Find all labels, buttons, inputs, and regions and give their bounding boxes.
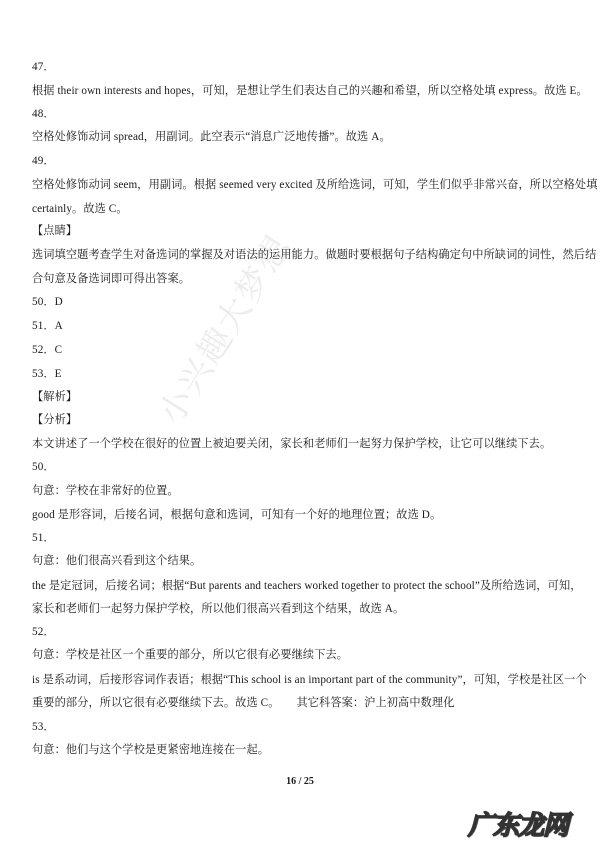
text-line: 合句意及备选词即可得出答案。 xyxy=(32,273,191,285)
text-line: 48． xyxy=(32,108,55,120)
text-line: 空格处修饰动词 seem，用副词。根据 seemed very excited 及所给选词，可知，学生们似乎非常兴奋，所以空格处填 xyxy=(32,179,598,191)
text-line: 51． xyxy=(32,532,55,544)
text-line: 52． xyxy=(32,626,55,638)
text-line: 空格处修饰动词 spread，用副词。此空表示“消息广泛地传播”。故选 A。 xyxy=(32,131,391,143)
text-line: good 是形容词，后接名词，根据句意和选词，可知有一个好的地理位置；故选 D。 xyxy=(32,509,442,521)
text-line: 句意：他们很高兴看到这个结果。 xyxy=(32,555,202,567)
text-line: 句意：学校是社区一个重要的部分，所以它很有必要继续下去。 xyxy=(32,649,349,661)
text-line: 50．D xyxy=(32,296,63,308)
text-line: 句意：学校在非常好的位置。 xyxy=(32,485,179,497)
text-line: 51．A xyxy=(32,320,63,332)
page-number: 16 / 25 xyxy=(286,776,314,787)
text-line: 本文讲述了一个学校在很好的位置上被迫要关闭，家长和老师们一起努力保护学校，让它可以继续下去。 xyxy=(32,438,552,450)
text-line: 53． xyxy=(32,721,55,733)
text-line: 47． xyxy=(32,61,55,73)
text-line: 53．E xyxy=(32,368,62,380)
text-line: 句意：他们与这个学校是更紧密地连接在一起。 xyxy=(32,744,270,756)
text-line: 家长和老师们一起努力保护学校，所以他们很高兴看到这个结果，故选 A。 xyxy=(32,603,405,615)
text-line: 选词填空题考查学生对备选词的掌握及对语法的运用能力。做题时要根据句子结构确定句中所缺词的词性，然后结 xyxy=(32,249,597,261)
text-line: 52．C xyxy=(32,344,63,356)
text-line: is 是系动词，后接形容词作表语；根据“This school is an important part of the community”，可知，学校是社区一个 xyxy=(32,674,587,686)
watermark-text: 小兴趣大梦想 xyxy=(151,227,300,432)
text-line: the 是定冠词，后接名词；根据“But parents and teachers worked together to protect the school”及所给选词，可知， xyxy=(32,580,582,592)
text-line: 【分析】 xyxy=(32,414,78,426)
text-line: 50． xyxy=(32,461,55,473)
text-line: 重要的部分，所以它很有必要继续下去。故选 C。 其它科答案：沪上初高中数理化 xyxy=(32,697,455,709)
text-line: 【解析】 xyxy=(32,391,78,403)
text-line: 49． xyxy=(32,155,55,167)
text-line: certainly。故选 C。 xyxy=(32,203,128,215)
text-line: 根据 their own interests and hopes，可知，是想让学生们表达自己的兴趣和希望，所以空格处填 express。故选 E。 xyxy=(32,85,588,97)
text-line: 【点睛】 xyxy=(32,225,78,237)
site-logo: 广东龙网 xyxy=(468,811,569,841)
